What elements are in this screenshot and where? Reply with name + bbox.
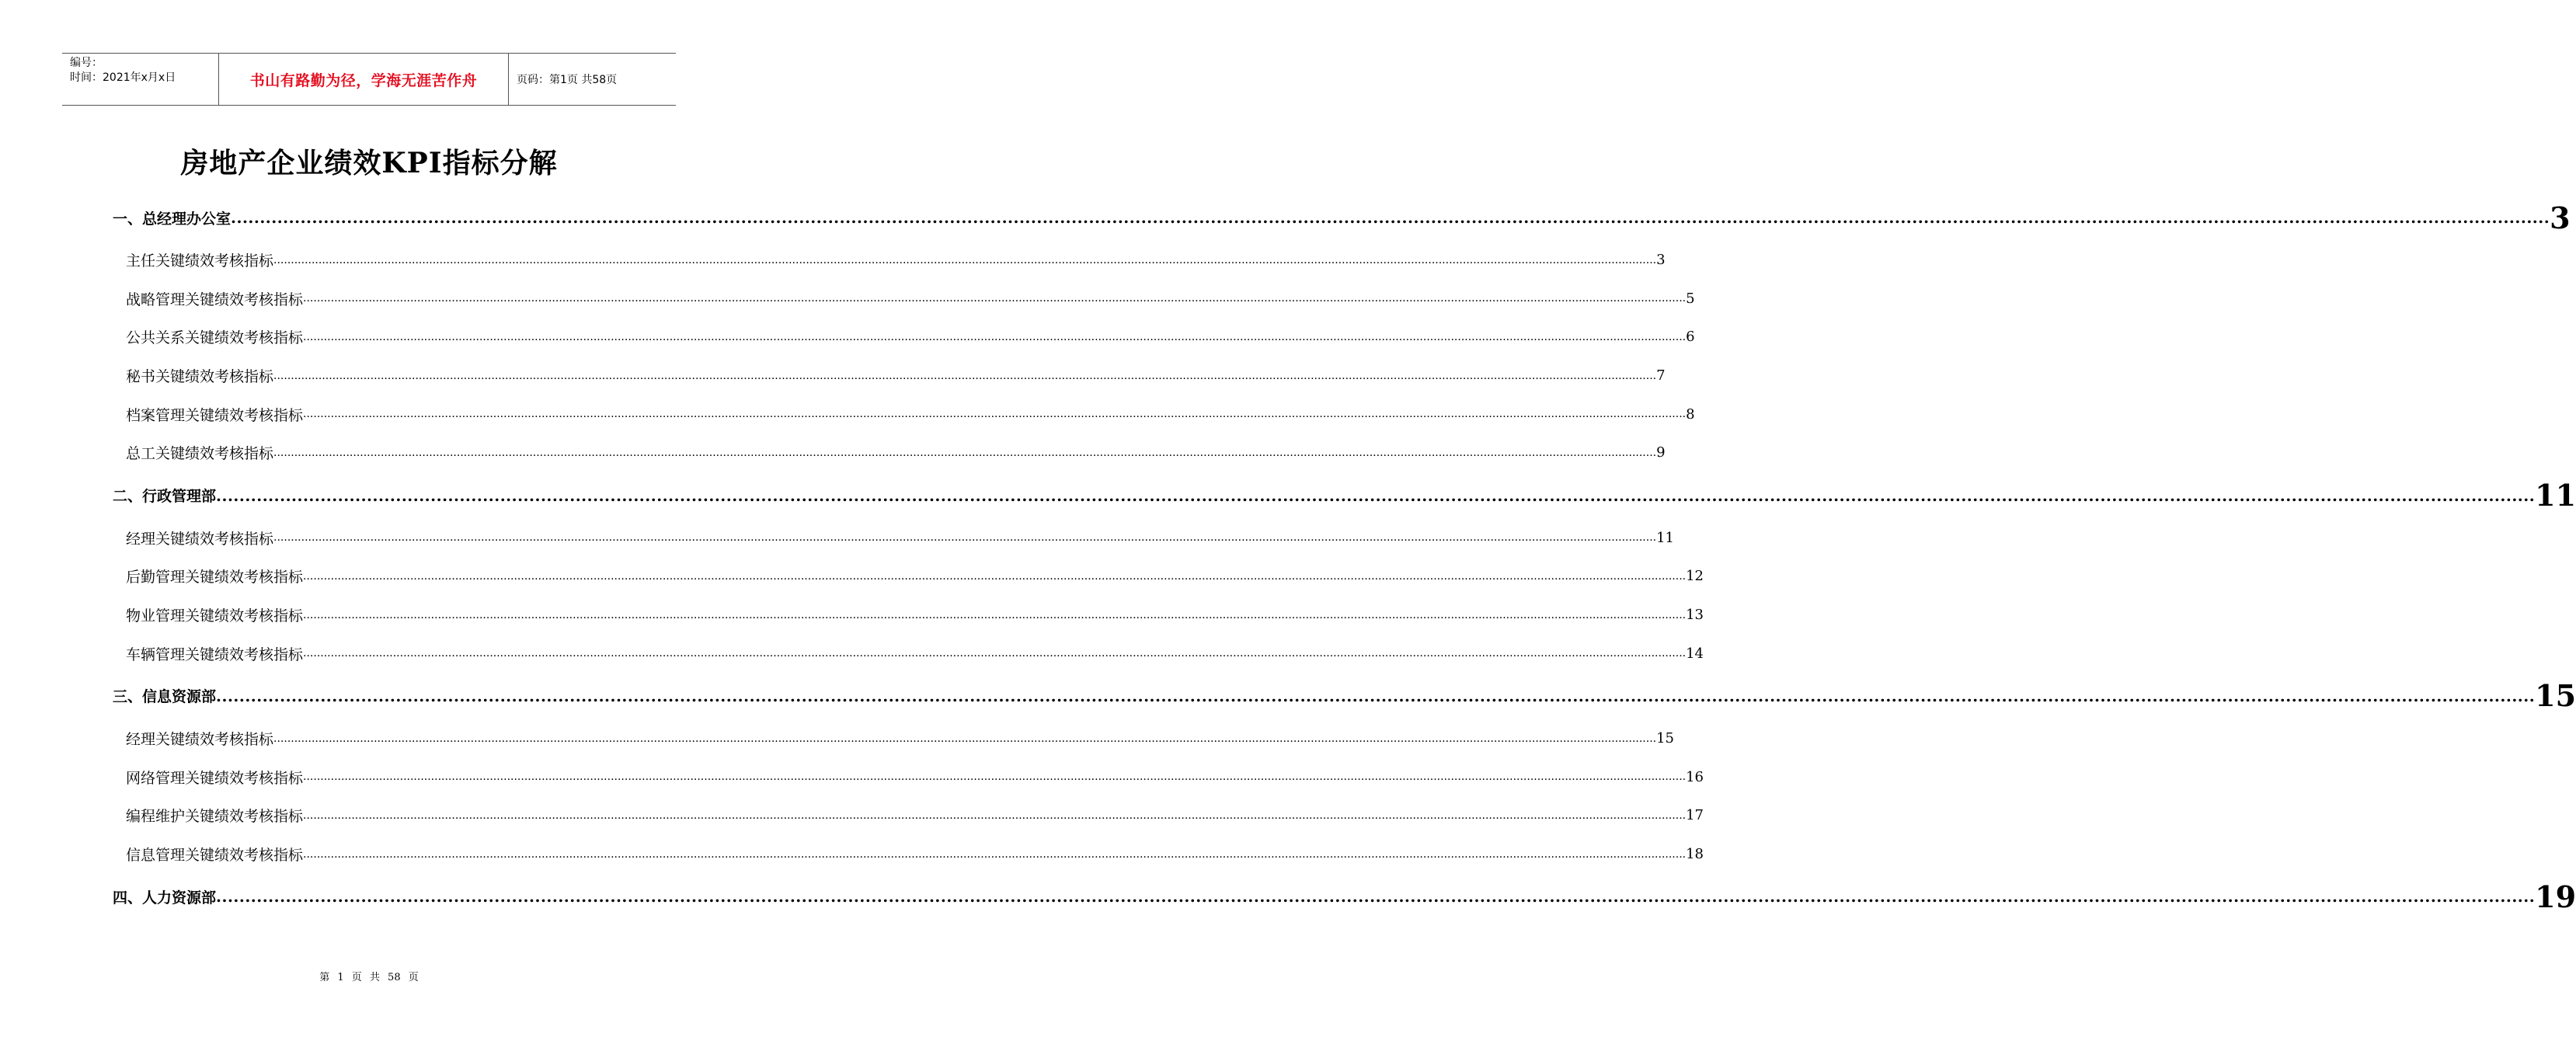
toc-item-label: 车辆管理关键绩效考核指标 [126, 646, 304, 663]
toc-item-label: 总工关键绩效考核指标 [126, 445, 274, 463]
toc-item-entry[interactable] [113, 519, 1674, 558]
toc-item-entry[interactable] [113, 835, 1704, 874]
toc-item-entry[interactable] [113, 318, 1695, 357]
toc-item-entry[interactable] [113, 634, 1704, 673]
toc-section-label: 四、人力资源部 [113, 889, 217, 907]
toc-item-label: 主任关键绩效考核指标 [126, 252, 274, 270]
toc-leader-dots: ................................................................................................................................................................................................................................................................................................................................................................................................................ [273, 369, 1657, 382]
toc-leader-dots: ................................................................................................................................................................................................................................................................................................................................................................................................................ [303, 809, 1687, 822]
toc-leader-dots: ................................................................................................................................................................................................................................................................................................................................................................................................................ [231, 208, 2550, 227]
toc-leader-dots: ................................................................................................................................................................................................................................................................................................................................................................................................................ [303, 847, 1687, 861]
toc-leader-dots: ................................................................................................................................................................................................................................................................................................................................................................................................................ [216, 686, 2536, 705]
table-of-contents [113, 194, 2576, 920]
toc-item-label: 网络管理关键绩效考核指标 [126, 769, 304, 787]
toc-leader-dots: ................................................................................................................................................................................................................................................................................................................................................................................................................ [216, 485, 2536, 505]
toc-item-label: 战略管理关键绩效考核指标 [126, 291, 304, 308]
toc-item-page: 18 [1686, 846, 1704, 863]
toc-leader-dots: ................................................................................................................................................................................................................................................................................................................................................................................................................ [273, 732, 1657, 745]
toc-item-entry[interactable] [113, 357, 1666, 395]
toc-section-entry[interactable] [113, 673, 2576, 719]
toc-item-label: 信息管理关键绩效考核指标 [126, 847, 304, 865]
toc-item-page: 7 [1656, 367, 1666, 385]
toc-item-page: 8 [1686, 405, 1695, 423]
toc-leader-dots: ................................................................................................................................................................................................................................................................................................................................................................................................................ [303, 608, 1687, 621]
toc-item-entry[interactable] [113, 596, 1704, 635]
toc-leader-dots: ................................................................................................................................................................................................................................................................................................................................................................................................................ [303, 569, 1687, 583]
toc-leader-dots: ................................................................................................................................................................................................................................................................................................................................................................................................................ [303, 292, 1687, 305]
page-header [62, 53, 676, 106]
toc-item-entry[interactable] [113, 796, 1704, 835]
header-meta-cell [62, 54, 219, 105]
toc-item-page: 12 [1686, 568, 1704, 585]
toc-leader-dots: ................................................................................................................................................................................................................................................................................................................................................................................................................ [216, 887, 2536, 907]
toc-leader-dots: ................................................................................................................................................................................................................................................................................................................................................................................................................ [273, 253, 1657, 266]
toc-item-entry[interactable] [113, 395, 1695, 433]
toc-item-page: 11 [1656, 529, 1674, 546]
document-title: 房地产企业绩效KPI指标分解 [180, 147, 558, 179]
toc-item-entry[interactable] [113, 557, 1704, 596]
toc-item-label: 秘书关键绩效考核指标 [126, 368, 274, 386]
toc-section-entry[interactable] [113, 472, 2576, 519]
document-number-label: 编号： [70, 57, 103, 69]
toc-item-page: 15 [1656, 730, 1674, 747]
toc-item-label: 物业管理关键绩效考核指标 [126, 607, 304, 625]
toc-item-label: 编程维护关键绩效考核指标 [126, 808, 304, 826]
toc-section-page: 19 [2535, 879, 2576, 914]
toc-item-label: 后勤管理关键绩效考核指标 [126, 569, 304, 586]
toc-section-label: 三、信息资源部 [113, 688, 217, 706]
toc-section-label: 一、总经理办公室 [113, 210, 231, 228]
toc-item-page: 16 [1686, 768, 1704, 785]
toc-item-label: 经理关键绩效考核指标 [126, 530, 274, 548]
toc-item-entry[interactable] [113, 719, 1674, 758]
toc-section-label: 二、行政管理部 [113, 488, 217, 506]
document-time-label: 时间：2021年x月x日 [70, 71, 176, 84]
toc-item-label: 档案管理关键绩效考核指标 [126, 406, 304, 424]
page-footer: 第 1 页 共 58 页 [319, 972, 419, 983]
toc-leader-dots: ................................................................................................................................................................................................................................................................................................................................................................................................................ [303, 408, 1687, 421]
toc-item-page: 13 [1686, 607, 1704, 624]
toc-leader-dots: ................................................................................................................................................................................................................................................................................................................................................................................................................ [273, 446, 1657, 459]
toc-section-page: 15 [2535, 678, 2576, 714]
toc-item-page: 5 [1686, 290, 1695, 307]
toc-item-page: 6 [1686, 329, 1695, 346]
toc-section-entry[interactable] [113, 194, 2571, 241]
toc-item-page: 17 [1686, 807, 1704, 824]
toc-item-page: 3 [1656, 252, 1666, 269]
toc-item-entry[interactable] [113, 758, 1704, 797]
toc-item-entry[interactable] [113, 280, 1695, 318]
toc-item-page: 9 [1656, 444, 1666, 461]
toc-section-entry[interactable] [113, 873, 2576, 920]
header-motto: 书山有路勤为径，学海无涯苦作舟 [219, 54, 509, 105]
header-page-info: 页码：第1页 共58页 [517, 74, 618, 86]
toc-leader-dots: ................................................................................................................................................................................................................................................................................................................................................................................................................ [303, 647, 1687, 660]
toc-leader-dots: ................................................................................................................................................................................................................................................................................................................................................................................................................ [303, 771, 1687, 784]
toc-leader-dots: ................................................................................................................................................................................................................................................................................................................................................................................................................ [273, 531, 1657, 545]
toc-item-label: 经理关键绩效考核指标 [126, 731, 274, 749]
toc-leader-dots: ................................................................................................................................................................................................................................................................................................................................................................................................................ [303, 330, 1687, 343]
toc-item-label: 公共关系关键绩效考核指标 [126, 329, 304, 347]
toc-item-page: 14 [1686, 645, 1704, 662]
toc-section-page: 3 [2550, 200, 2571, 235]
toc-item-entry[interactable] [113, 433, 1666, 472]
toc-section-page: 11 [2535, 478, 2576, 513]
toc-item-entry[interactable] [113, 241, 1666, 280]
